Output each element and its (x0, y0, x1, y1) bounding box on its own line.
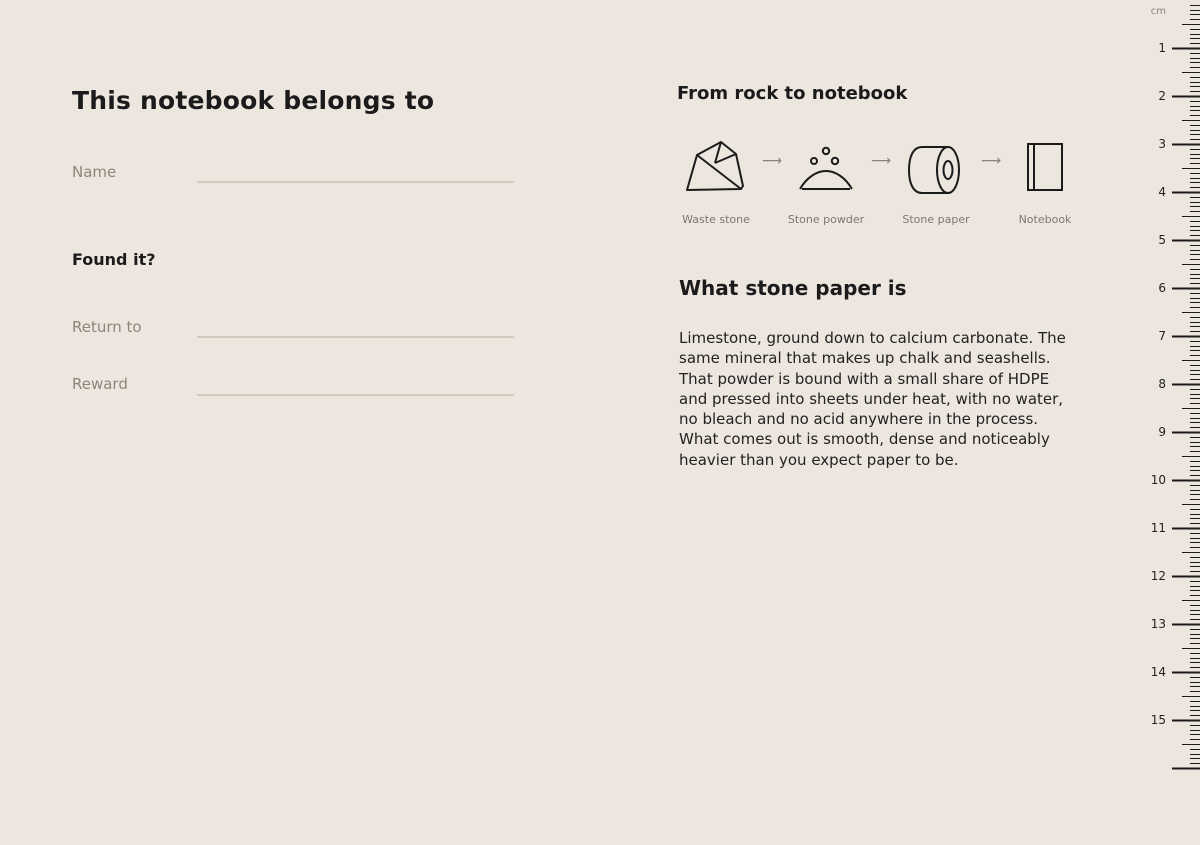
stone-paper-heading: What stone paper is (679, 276, 907, 300)
ruler-number: 15 (1150, 713, 1166, 727)
description-line: same mineral that makes up chalk and seashells. (679, 349, 1051, 368)
arrow-icon: ⟶ (871, 153, 892, 169)
arrow-icon: ⟶ (981, 153, 1002, 169)
centimeter-ruler (1140, 0, 1200, 845)
process-title: From rock to notebook (677, 83, 908, 104)
ruler-number: 14 (1150, 665, 1166, 679)
notebook-owner-title: This notebook belongs to (72, 86, 435, 115)
ruler-ticks (1140, 0, 1200, 845)
notebook-icon (1013, 135, 1077, 195)
description-line: and pressed into sheets under heat, with no water, (679, 389, 1064, 408)
description-line: What comes out is smooth, dense and noticeably (679, 430, 1050, 449)
ruler-number: 12 (1150, 569, 1166, 583)
reward-writing-line (197, 394, 514, 396)
ruler-number: 9 (1158, 425, 1166, 439)
stage-label: Stone paper (902, 213, 970, 226)
ruler-number: 10 (1150, 473, 1166, 487)
description-line: heavier than you expect paper to be. (679, 450, 959, 469)
arrow-icon: ⟶ (762, 153, 783, 169)
waste-stone-icon (684, 135, 748, 195)
ruler-number: 7 (1158, 329, 1166, 343)
ruler-number: 11 (1150, 521, 1166, 535)
ruler-number: 13 (1150, 617, 1166, 631)
process-diagram (676, 135, 1086, 230)
ruler-number: 8 (1158, 377, 1166, 391)
ruler-number: 3 (1158, 137, 1166, 151)
stone-powder-icon (794, 135, 858, 195)
return-to-label: Return to (72, 318, 142, 336)
ruler-number: 1 (1158, 41, 1166, 55)
description-line: no bleach and no acid anywhere in the process. (679, 410, 1039, 429)
stage-label: Waste stone (682, 213, 750, 226)
ruler-unit-label: cm (1150, 6, 1166, 17)
ruler-number: 5 (1158, 233, 1166, 247)
name-writing-line (197, 181, 514, 183)
description-line: Limestone, ground down to calcium carbonate. The (679, 329, 1066, 347)
stage-label: Stone powder (787, 213, 865, 226)
description-line: That powder is bound with a small share of HDPE (679, 369, 1050, 388)
ruler-number: 6 (1158, 281, 1166, 295)
ruler-number: 4 (1158, 185, 1166, 199)
stone-paper-description (679, 328, 1066, 470)
stone-paper-roll-icon (904, 135, 968, 195)
return-to-writing-line (197, 336, 514, 338)
reward-label: Reward (72, 375, 128, 393)
stage-label: Notebook (1018, 213, 1072, 226)
name-label: Name (72, 163, 117, 181)
ruler-number: 2 (1158, 89, 1166, 103)
found-it-heading: Found it? (72, 250, 156, 269)
